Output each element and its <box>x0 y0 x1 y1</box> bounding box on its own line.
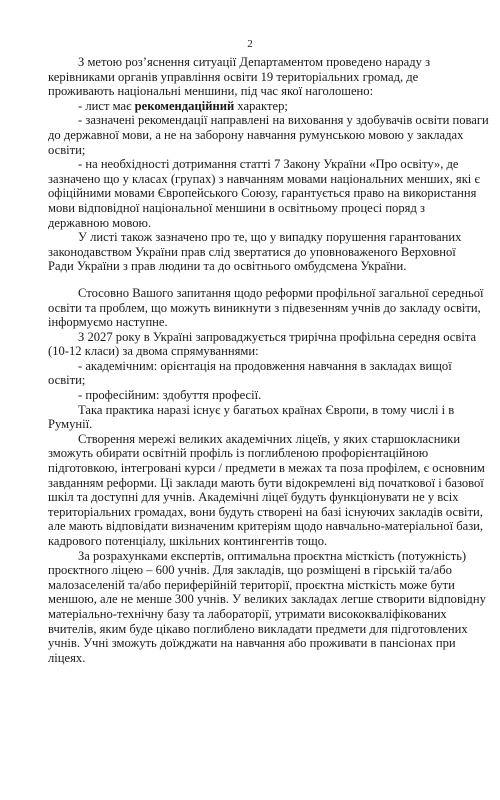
text-run: вчителів, яким буде цікаво поглиблено викладати предмети для підготовлених <box>48 621 468 636</box>
text-run: учнів. Учні зможуть доїжджати на навчання або проживати в пансіонах при <box>48 636 456 651</box>
text-line <box>48 99 493 114</box>
text-run: малозаселеній та/або периферійній території, проєктна місткість може бути <box>48 577 455 592</box>
text-line <box>48 403 493 418</box>
text-run: інформуємо наступне. <box>48 315 168 330</box>
text-line <box>48 446 493 461</box>
text-run: матеріально-технічну базу та лабораторії, утримати висококваліфікованих <box>48 606 447 621</box>
text-run: Ради України з прав людини та до освітнього омбудсмена України. <box>48 259 407 274</box>
text-run: У листі також зазначено про те, що у випадку порушення гарантованих <box>78 230 462 245</box>
text-line <box>48 636 493 651</box>
text-run: але мають відповідати визначеним критеріям щодо навчально-матеріальної бази, <box>48 519 484 534</box>
text-line <box>48 301 493 316</box>
text-line <box>48 259 493 274</box>
text-line <box>48 534 493 549</box>
text-line <box>48 315 493 330</box>
text-line <box>48 201 493 216</box>
paragraph-gap <box>48 274 493 286</box>
text-line <box>48 70 493 85</box>
text-run: - лист має <box>78 98 135 113</box>
text-run: Створення мережі великих академічних ліцеїв, у яких старшокласники <box>78 431 461 446</box>
text-run: законодавством України прав слід звертатися до уповноваженого Верховної <box>48 244 456 259</box>
text-line <box>48 490 493 505</box>
text-run: зазначено що у класах (групах) з навчанням мовами національних менших, які є <box>48 171 480 186</box>
text-run: шкіл та доступні для учнів. Академічні ліцеї будуть функціонувати не у всіх <box>48 490 459 505</box>
text-run: мови відповідної національної меншини в освітньому процесі поряд з <box>48 200 425 215</box>
document-body <box>48 55 493 665</box>
text-run: офіційними мовами Європейського Союзу, гарантується право на використання <box>48 186 477 201</box>
text-run: керівниками органів управління освіти 19 територіальних громад, де <box>48 69 419 84</box>
text-run: до державної мови, а не на заборону навчання румунською мовою у закладах <box>48 127 464 142</box>
text-line <box>48 359 493 374</box>
text-run: завданням реформи. Ці заклади мають бути відокремлені від початкової і базової <box>48 475 484 490</box>
text-run: - зазначені рекомендації направлені на виховання у здобувачів освіти поваги <box>78 113 489 128</box>
text-run: проживають національні меншини, під час якої наголошено: <box>48 84 374 99</box>
text-line <box>48 549 493 564</box>
text-line <box>48 417 493 432</box>
text-run: меншою, але не менше 300 учнів. У великих закладах легше створити відповідну <box>48 592 486 607</box>
text-run: (10-12 класи) за двома спрямуваннями: <box>48 344 259 359</box>
text-line <box>48 55 493 70</box>
text-line <box>48 186 493 201</box>
text-run: З метою роз’яснення ситуації Департаментом проведено нараду з <box>78 55 431 69</box>
text-line <box>48 622 493 637</box>
text-line <box>48 344 493 359</box>
bold-text: рекомендаційний <box>134 98 235 113</box>
text-line <box>48 563 493 578</box>
text-line <box>48 373 493 388</box>
text-run: З 2027 року в Україні запроваджується трирічна профільна середня освіта <box>78 329 477 344</box>
text-line <box>48 128 493 143</box>
text-line <box>48 330 493 345</box>
text-line <box>48 476 493 491</box>
text-line <box>48 216 493 231</box>
text-line <box>48 651 493 666</box>
text-run: кадрового потенціалу, шкільних контингентів тощо. <box>48 534 328 548</box>
page-number: 2 <box>247 38 253 50</box>
text-line <box>48 388 493 403</box>
text-run: Така практика наразі існує у багатьох країнах Європи, в тому числі і в <box>78 402 455 417</box>
text-run: характер; <box>234 98 288 113</box>
text-run: зможуть обирати освітній профіль із поглибленою профорієнтаційною <box>48 446 429 461</box>
text-run: - професійним: здобуття професії. <box>78 388 262 403</box>
text-line <box>48 157 493 172</box>
text-run: Румунії. <box>48 417 93 432</box>
text-run: освіти; <box>48 373 86 388</box>
text-run: проєктного ліцею – 600 учнів. Для закладів, що розміщені в гірській та/або <box>48 563 452 578</box>
text-line <box>48 113 493 128</box>
text-line <box>48 245 493 260</box>
text-line <box>48 578 493 593</box>
text-run: державною мовою. <box>48 215 152 230</box>
text-line <box>48 230 493 245</box>
text-line <box>48 461 493 476</box>
text-run: підготовкою, інтегровані курси / предмети в межах та поза профілем, є основним <box>48 461 485 476</box>
text-line <box>48 519 493 534</box>
text-run: освіти та проблем, що можуть виникнути з підвезенням учнів до закладу освіти, <box>48 300 481 315</box>
text-run: - академічним: орієнтація на продовження навчання в закладах вищої <box>78 358 452 373</box>
text-line <box>48 432 493 447</box>
text-line <box>48 84 493 99</box>
text-run: територіальних громадах, вони будуть створені на базі існуючих закладів освіти, <box>48 504 483 519</box>
text-line <box>48 505 493 520</box>
text-line <box>48 143 493 158</box>
text-line <box>48 607 493 622</box>
text-line <box>48 592 493 607</box>
text-run: За розрахунками експертів, оптимальна проєктна місткість (потужність) <box>78 548 467 563</box>
text-line <box>48 286 493 301</box>
text-run: освіти; <box>48 142 86 157</box>
text-run: - на необхідності дотримання статті 7 Закону України «Про освіту», де <box>78 157 459 172</box>
text-run: ліцеях. <box>48 650 86 665</box>
text-line <box>48 172 493 187</box>
text-run: Стосовно Вашого запитання щодо реформи профільної загальної середньої <box>78 285 484 300</box>
